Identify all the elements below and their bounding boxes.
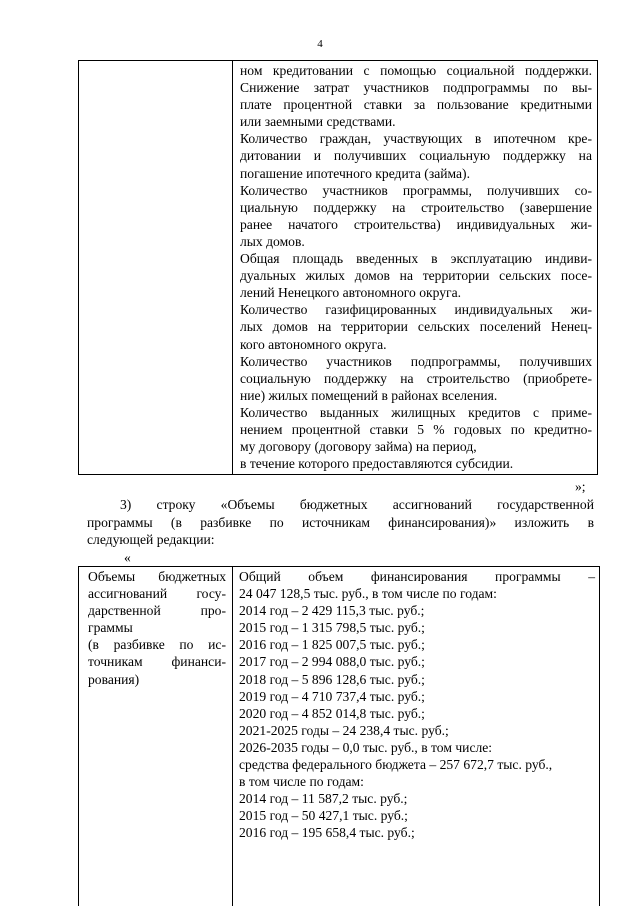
label-line: рования) [88,671,140,687]
funding-line: 2026-2035 годы – 0,0 тыс. руб., в том числе: [239,739,493,755]
label-line: (в разбивке по ис- [88,637,226,653]
label-line: точникам финанси- [88,654,226,670]
funding-line: средства федерального бюджета – 257 672,7 тыс. руб., [239,757,553,773]
funding-line: 2015 год – 1 315 798,5 тыс. руб.; [239,620,425,636]
cell-line: лых домов. [240,233,305,249]
page-number: 4 [317,38,323,50]
opening-quote: « [124,550,131,565]
funding-line: 24 047 128,5 тыс. руб., в том числе по годам: [239,586,497,602]
paragraph-line: следующей редакции: [87,532,215,547]
cell-line: лений Ненецкого автономного округа. [240,285,462,301]
cell-line: Количество участников подпрограммы, получивших [240,353,592,369]
cell-line: в течение которого предоставляются субсидии. [240,456,514,472]
cell-line: Количество газифицированных индивидуальных жи- [240,302,592,318]
cell-line: Количество граждан, участвующих в ипотечном кре- [240,131,592,147]
funding-cell [239,568,595,842]
funding-line: 2018 год – 5 896 128,6 тыс. руб.; [239,671,425,687]
label-line: дарственной про- [88,603,226,619]
amendment-paragraph [87,496,594,549]
funding-line: Общий объем финансирования программы – [239,569,595,584]
cell-line: му договору (договору займа) на период, [240,439,477,455]
paragraph-line: 3) строку «Объемы бюджетных ассигнований государственной [120,497,594,512]
cell-line: нением процентной ставки 5 % годовых по кредитно- [240,421,592,437]
paragraph-line: программы (в разбивке по источникам финансирования)» изложить в [87,514,594,530]
cell-line: циальную поддержку на строительство (завершение [240,199,592,215]
column-divider [232,567,233,906]
cell-line: или заемными средствами. [240,114,396,130]
funding-line: 2017 год – 2 994 088,0 тыс. руб.; [239,654,425,670]
row-label-cell [88,568,226,688]
cell-line: плате процентной ставки за пользование кредитными [240,97,592,113]
cell-line: ние) жилых помещений в районах вселения. [240,387,498,403]
cell-line: кого автономного округа. [240,336,387,352]
funding-line: 2015 год – 50 427,1 тыс. руб.; [239,808,408,824]
cell-line: социальную поддержку на строительство (приобрете- [240,370,592,386]
funding-line: 2019 год – 4 710 737,4 тыс. руб.; [239,688,425,704]
funding-line: 2014 год – 2 429 115,3 тыс. руб.; [239,603,425,619]
cell-line: Снижение затрат участников подпрограммы по вы- [240,80,592,96]
funding-line: 2016 год – 1 825 007,5 тыс. руб.; [239,637,425,653]
cell-line: лых домов на территории сельских поселений Ненец- [240,319,592,335]
label-line: Объемы бюджетных [88,569,226,584]
cell-line: Количество выданных жилищных кредитов с приме- [240,404,592,420]
label-line: ассигнований госу- [88,586,226,602]
label-line: граммы [88,620,133,636]
funding-line: 2016 год – 195 658,4 тыс. руб.; [239,825,415,841]
cell-line: дуальных жилых домов на территории сельских посе- [240,268,592,284]
budget-table [78,566,600,906]
funding-line: 2014 год – 11 587,2 тыс. руб.; [239,791,408,807]
indicators-cell [240,62,592,472]
cell-line: ном кредитовании с помощью социальной поддержки. [240,63,592,78]
cell-line: дитовании и получивших социальную поддержку на [240,148,592,164]
funding-line: в том числе по годам: [239,774,364,790]
cell-line: погашение ипотечного кредита (займа). [240,165,470,181]
funding-line: 2020 год – 4 852 014,8 тыс. руб.; [239,705,425,721]
cell-line: Общая площадь введенных в эксплуатацию индиви- [240,251,592,267]
cell-line: ранее начатого строительства) индивидуальных жи- [240,216,592,232]
closing-quote: »; [575,479,586,494]
cell-line: Количество участников программы, получивших со- [240,182,592,198]
continued-table [78,60,598,475]
column-divider [232,61,233,474]
funding-line: 2021-2025 годы – 24 238,4 тыс. руб.; [239,722,449,738]
